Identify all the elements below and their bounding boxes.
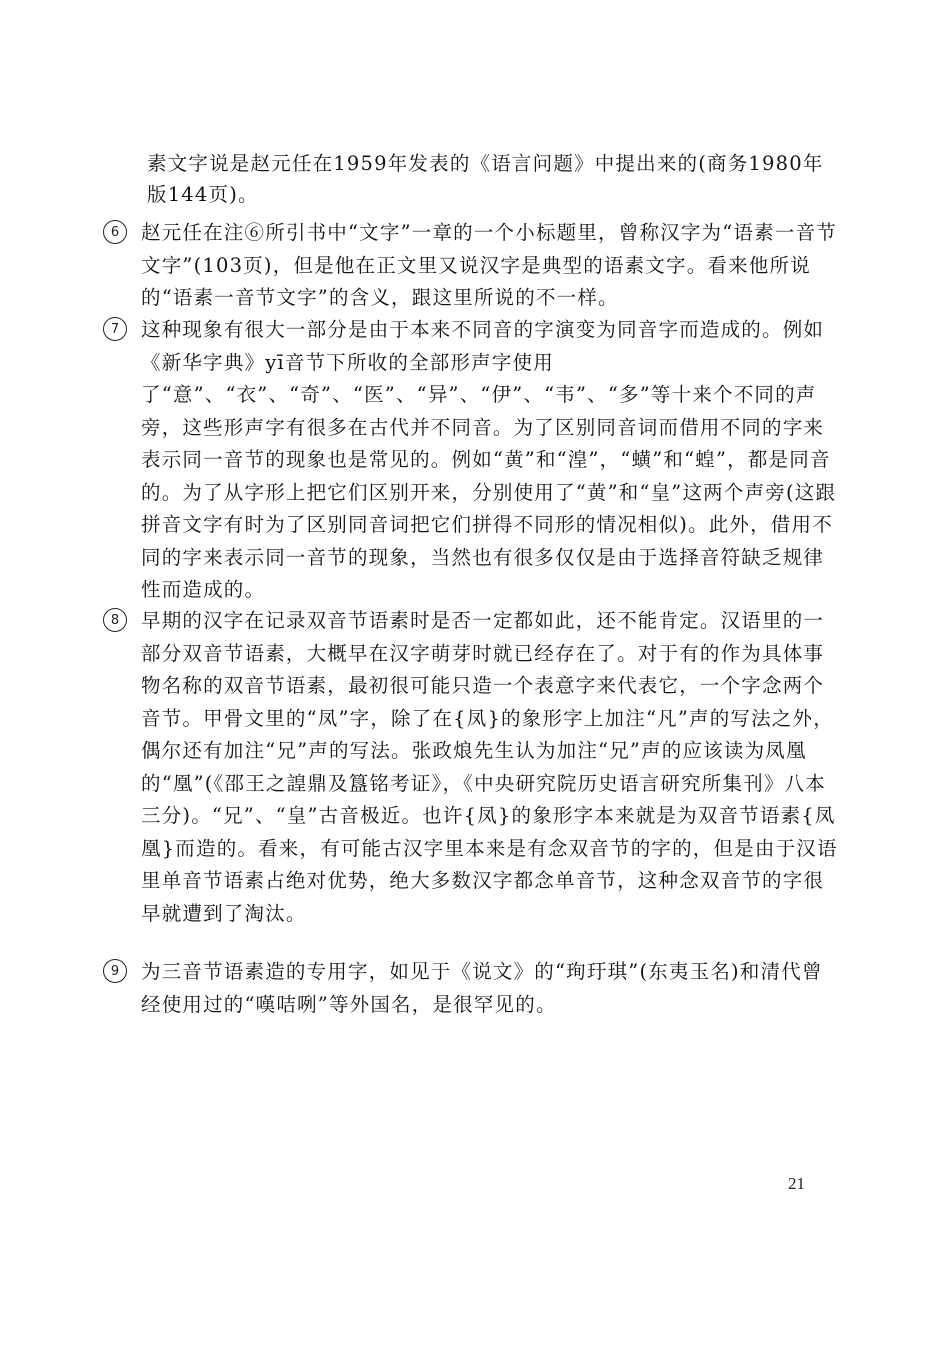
footnote-6 bbox=[103, 217, 848, 315]
page-number: 21 bbox=[788, 1174, 805, 1193]
footnote-text: 早期的汉字在记录双音节语素时是否一定都如此，还不能肯定。汉语里的一部分双音节语素，大概早在汉字萌芽时就已经存在了。对于有的作为具体事物名称的双音节语素，最初很可能只造一个表意字来代表它，一个字念两个音节。甲骨文里的“凤”字，除了在{凤}的象形字上加注“凡”声的写法之外，偶尔还有加注“兄”声的写法。张政烺先生认为加注“兄”声的应该读为凤凰的“凰”(《邵王之諻鼎及簋铭考证》，《中央研究院历史语言研究所集刊》八本三分)。“兄”、“皇”古音极近。也许{凤}的象形字本来就是为双音节语素{凤凰}而造的。看来，有可能古汉字里本来是有念双音节的字的，但是由于汉语里单音节语素占绝对优势，绝大多数汉字都念单音节，这种念双音节的字很早就遭到了淘汰。 bbox=[141, 609, 838, 925]
footnote-number: 8 bbox=[103, 608, 127, 632]
intro-paragraph: 素文字说是赵元任在1959年发表的《语言问题》中提出来的(商务1980年版144页)。 bbox=[147, 152, 824, 206]
footnote-number: 7 bbox=[103, 317, 127, 341]
footnote-9 bbox=[103, 956, 848, 1021]
footnote-text: 为三音节语素造的专用字，如见于《说文》的“珣玗琪”(东夷玉名)和清代曾经使用过的“嘆咭咧”等外国名，是很罕见的。 bbox=[141, 960, 823, 1016]
footnote-text: 这种现象有很大一部分是由于本来不同音的字演变为同音字而造成的。例如《新华字典》yī音节下所收的全部形声字使用了“意”、“衣”、“奇”、“医”、“异”、“伊”、“韦”、“多”等十来个不同的声旁，这些形声字有很多在古代并不同音。为了区别同音词而借用不同的字来表示同一音节的现象也是常见的。例如“黄”和“湟”，“蟥”和“蝗”，都是同音的。为了从字形上把它们区别开来，分别使用了“黄”和“皇”这两个声旁(这跟拼音文字有时为了区别同音词把它们拼得不同形的情况相似)。此外，借用不同的字来表示同一音节的现象，当然也有很多仅仅是由于选择音符缺乏规律性而造成的。 bbox=[141, 318, 837, 601]
footnote-8 bbox=[103, 605, 848, 930]
footnote-text: 赵元任在注⑥所引书中“文字”一章的一个小标题里，曾称汉字为“语素一音节文字”(103页)，但是他在正文里又说汉字是典型的语素文字。看来他所说的“语素一音节文字”的含义，跟这里所说的不一样。 bbox=[141, 221, 837, 309]
footnote-number: 9 bbox=[103, 959, 127, 983]
footnote-7 bbox=[103, 314, 848, 607]
footnote-number: 6 bbox=[103, 220, 127, 244]
